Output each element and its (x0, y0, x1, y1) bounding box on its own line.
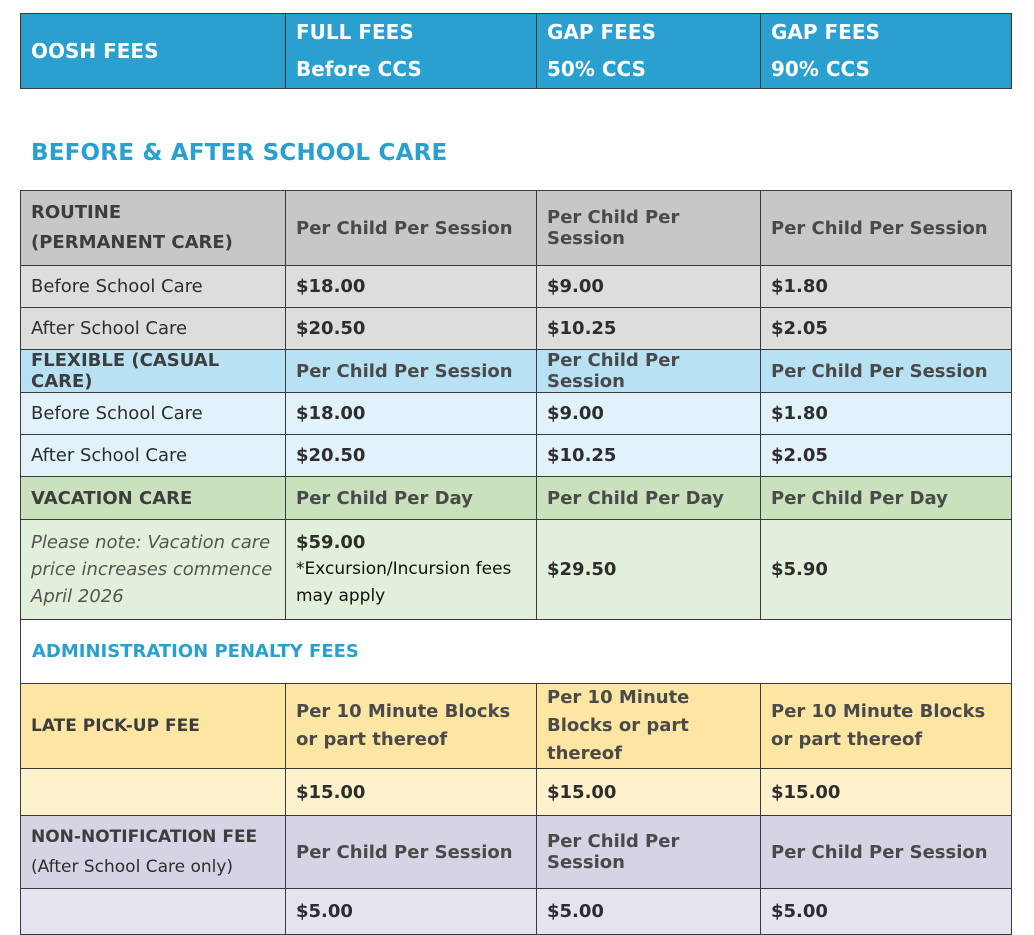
fee-value: $29.50 (537, 520, 761, 620)
fee-value: $5.00 (761, 889, 1012, 935)
fee-value: $20.50 (286, 435, 537, 477)
late-unit-full: Per 10 Minute Blocks or part thereof (286, 684, 537, 769)
fee-value: $10.25 (537, 435, 761, 477)
fee-value: $2.05 (761, 308, 1012, 350)
routine-title-line2: (PERMANENT CARE) (31, 232, 233, 253)
header-col4-line2: 90% CCS (771, 57, 870, 81)
fee-value: $1.80 (761, 266, 1012, 308)
fee-value: $15.00 (286, 769, 537, 816)
header-col3-line1: GAP FEES (547, 20, 656, 44)
header-col3-line2: 50% CCS (547, 57, 646, 81)
late-header-row (21, 684, 1012, 769)
fee-value: $1.80 (761, 393, 1012, 435)
nonnotify-unit-gap50: Per Child Per Session (537, 816, 761, 889)
vacation-header-row (21, 477, 1012, 520)
routine-header-row (21, 191, 1012, 266)
header-row (21, 14, 1012, 89)
section-title-admin: ADMINISTRATION PENALTY FEES (21, 620, 1012, 684)
row-label: Before School Care (21, 393, 286, 435)
empty-cell (21, 889, 286, 935)
fee-value: $5.00 (537, 889, 761, 935)
fee-value: $9.00 (537, 266, 761, 308)
nonnotify-subtitle: (After School Care only) (31, 857, 234, 877)
nonnotify-unit-gap90: Per Child Per Session (761, 816, 1012, 889)
empty-cell (21, 769, 286, 816)
routine-unit-gap90: Per Child Per Session (761, 191, 1012, 266)
routine-title-line1: ROUTINE (31, 202, 122, 223)
routine-unit-gap50: Per Child Per Session (537, 191, 761, 266)
note-text: Vacation care price increases commence April 2026 (31, 532, 273, 607)
fees-table (20, 190, 1012, 935)
nonnotify-unit-full: Per Child Per Session (286, 816, 537, 889)
routine-title (21, 191, 286, 266)
row-label: After School Care (21, 308, 286, 350)
fee-value: $59.00 (296, 532, 366, 553)
header-col1-label: OOSH FEES (31, 38, 159, 63)
table-row (21, 435, 1012, 477)
header-oosh-fees (21, 14, 286, 89)
fee-value: $5.00 (286, 889, 537, 935)
flexible-unit-gap90: Per Child Per Session (761, 350, 1012, 393)
vacation-full-cell (286, 520, 537, 620)
header-gap-90 (761, 14, 1012, 89)
late-unit-gap50: Per 10 Minute Blocks or part thereof (537, 684, 761, 769)
late-title: LATE PICK-UP FEE (21, 684, 286, 769)
fee-value: $15.00 (537, 769, 761, 816)
row-label: After School Care (21, 435, 286, 477)
fee-value: $2.05 (761, 435, 1012, 477)
flexible-title: FLEXIBLE (CASUAL CARE) (21, 350, 286, 393)
row-label: Before School Care (21, 266, 286, 308)
flexible-unit-full: Per Child Per Session (286, 350, 537, 393)
table-row (21, 769, 1012, 816)
header-col2-line2: Before CCS (296, 57, 422, 81)
fee-value: $5.90 (761, 520, 1012, 620)
fee-value: $18.00 (286, 266, 537, 308)
header-full-fees (286, 14, 537, 89)
nonnotify-title-cell (21, 816, 286, 889)
fee-value: $20.50 (286, 308, 537, 350)
nonnotify-title: NON-NOTIFICATION FEE (31, 827, 258, 847)
table-row (21, 393, 1012, 435)
vacation-note (21, 520, 286, 620)
header-col2-line1: FULL FEES (296, 20, 414, 44)
fee-value: $15.00 (761, 769, 1012, 816)
section-title-before-after: BEFORE & AFTER SCHOOL CARE (31, 140, 448, 166)
late-unit-gap90: Per 10 Minute Blocks or part thereof (761, 684, 1012, 769)
table-row (21, 266, 1012, 308)
fee-value: $18.00 (286, 393, 537, 435)
vacation-title: VACATION CARE (21, 477, 286, 520)
header-col4-line1: GAP FEES (771, 20, 880, 44)
header-gap-50 (537, 14, 761, 89)
routine-unit-full: Per Child Per Session (286, 191, 537, 266)
vacation-unit-gap90: Per Child Per Day (761, 477, 1012, 520)
excursion-note: *Excursion/Incursion fees may apply (296, 559, 512, 606)
note-prefix: Please note: (31, 532, 142, 553)
table-row (21, 889, 1012, 935)
admin-section-row (21, 620, 1012, 684)
vacation-row (21, 520, 1012, 620)
table-row (21, 308, 1012, 350)
nonnotify-header-row (21, 816, 1012, 889)
vacation-unit-gap50: Per Child Per Day (537, 477, 761, 520)
flexible-unit-gap50: Per Child Per Session (537, 350, 761, 393)
vacation-unit-full: Per Child Per Day (286, 477, 537, 520)
header-table (20, 13, 1012, 89)
fee-value: $9.00 (537, 393, 761, 435)
flexible-header-row (21, 350, 1012, 393)
fee-value: $10.25 (537, 308, 761, 350)
